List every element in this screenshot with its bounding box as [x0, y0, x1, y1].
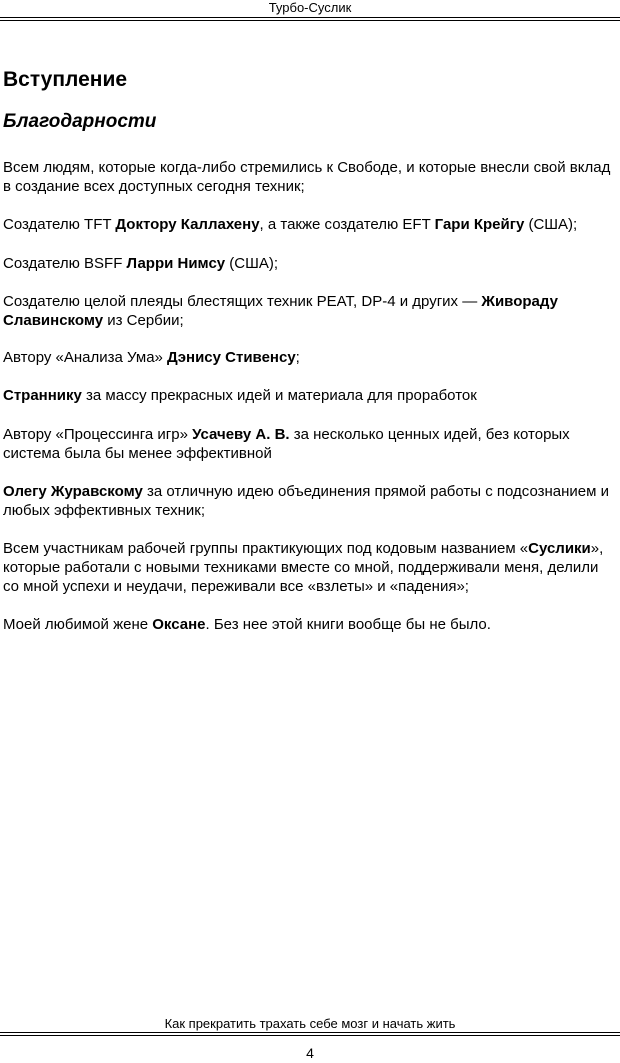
page-number: 4 — [306, 1045, 314, 1061]
header-rule-top — [0, 17, 620, 18]
paragraph — [3, 539, 617, 596]
bold-name: Живораду Славинскому — [3, 293, 558, 329]
paragraph — [3, 386, 617, 405]
text-run: из Сербии; — [103, 312, 184, 329]
bold-name: Гари Крейгу — [434, 216, 525, 233]
bold-name: Доктору Каллахену — [115, 216, 260, 233]
text-run: ; — [295, 349, 300, 366]
text-run: Создателю целой плеяды блестящих техник PEAT, DP-4 и других — — [3, 293, 482, 310]
bold-name: Дэнису Стивенсу — [167, 349, 296, 366]
text-run: за массу прекрасных идей и материала для проработок — [81, 387, 477, 404]
paragraph — [3, 425, 617, 463]
paragraph — [3, 615, 617, 634]
text-run: Создателю TFT — [3, 216, 116, 233]
text-run: Автору «Анализа Ума» — [3, 349, 168, 366]
text-run: Всем участникам рабочей группы практикующих под кодовым названием « — [3, 540, 529, 557]
bold-name: Страннику — [3, 387, 82, 404]
paragraph — [3, 292, 617, 330]
text-run: за несколько ценных идей, без которых система была бы менее эффективной — [3, 426, 570, 462]
text-run: Создателю BSFF — [3, 255, 127, 272]
bold-name: Суслики — [528, 540, 591, 557]
paragraph — [3, 348, 617, 367]
section-title: Вступление — [3, 68, 128, 91]
text-run: Моей любимой жене — [3, 616, 153, 633]
paragraph — [3, 254, 617, 273]
book-title: Турбо-Суслик — [268, 0, 352, 15]
bold-name: Олегу Журавскому — [3, 483, 143, 500]
running-header — [0, 0, 620, 22]
footer-rule-top — [0, 1032, 620, 1033]
text-run: за отличную идею объединения прямой работы с подсознанием и любых эффективных техник; — [3, 483, 609, 519]
text-run: (США); — [225, 255, 279, 272]
text-run: (США); — [524, 216, 578, 233]
subsection-title: Благодарности — [3, 111, 157, 132]
text-run: Всем людям, которые когда-либо стремились к Свободе, и которые внесли свой вклад в создание всех доступных сегодня техник; — [3, 159, 611, 195]
bold-name: Усачеву А. В. — [192, 426, 290, 443]
text-run: Автору «Процессинга игр» — [3, 426, 193, 443]
bold-name: Ларри Нимсу — [126, 255, 226, 272]
bold-name: Оксане — [152, 616, 206, 633]
header-rule-bottom — [0, 20, 620, 21]
text-run: », которые работали с новыми техниками вместе со мной, поддерживали меня, делили со мной успехи и неудачи, переживали все «взлеты» и «падения»; — [3, 540, 604, 595]
text-run: , а также создателю EFT — [259, 216, 435, 233]
footer-text: Как прекратить трахать себе мозг и начать жить — [164, 1016, 456, 1031]
text-run: . Без нее этой книги вообще бы не было. — [205, 616, 491, 633]
paragraph — [3, 215, 617, 234]
paragraph — [3, 158, 617, 196]
paragraph — [3, 482, 617, 520]
footer-rule-bottom — [0, 1035, 620, 1036]
